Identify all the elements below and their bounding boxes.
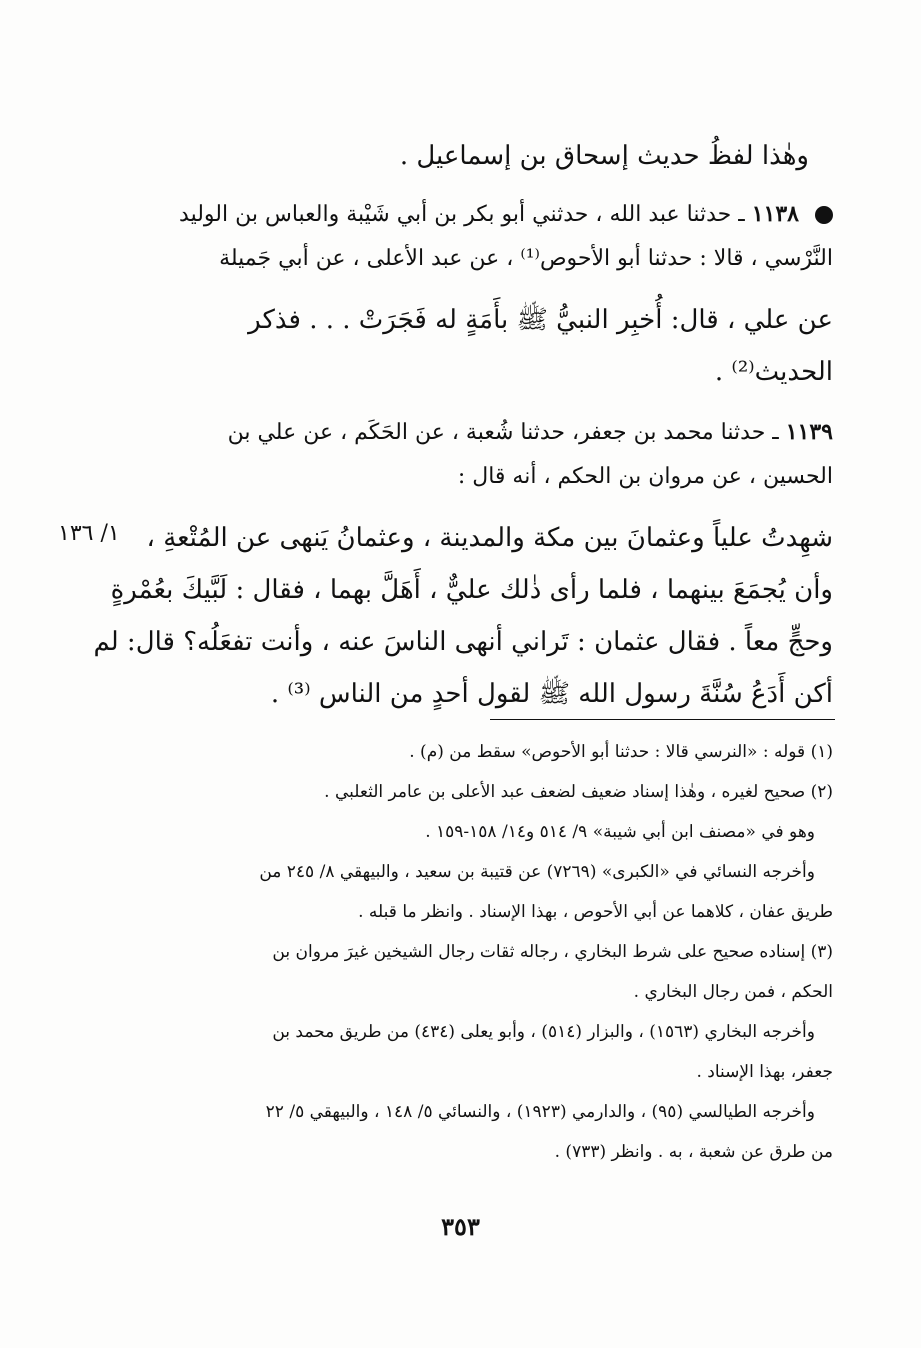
footnote-1: (١) قوله : «النرسي قالا : حدثنا أبو الأحوص» سقط من (م) . [409, 742, 833, 762]
margin-reference: ١/ ١٣٦ [58, 521, 120, 546]
hadith-number: ١١٣٨ [751, 201, 799, 227]
footnote-3-line-1: (٣) إسناده صحيح على شرط البخاري ، رجاله ثقات رجال الشيخين غيرَ مروان بن [272, 942, 833, 962]
hadith-1138-text [133, 294, 833, 398]
matn-line-2: وأن يُجمَعَ بينهما ، فلما رأى ذٰلك عليٌّ ، أَهَلَّ بهما ، فقال : لَبَّيكَ بعُمْرةٍ [110, 575, 833, 605]
intro-text: وهٰذا لفظُ حديث إسحاق بن إسماعيل . [399, 141, 809, 171]
matn-line-1: شهِدتُ علياً وعثمانَ بين مكة والمدينة ، وعثمانُ يَنهى عن المُتْعةِ ، [146, 523, 833, 553]
page-number: ٣٥٣ [441, 1212, 480, 1241]
hadith-1139-isnad [133, 410, 833, 499]
hadith-1138-isnad [133, 192, 833, 281]
intro-line [109, 130, 809, 182]
matn-line-1: عن علي ، قال: أُخبِر النبيُّ ﷺ بأَمَةٍ له فَجَرَتْ . . . فذكر [248, 305, 833, 335]
isnad-text: ـ حدثنا عبد الله ، حدثني أبو بكر بن أبي شَيْبة والعباس بن الوليد [179, 202, 745, 227]
footnote-3-line-3: وأخرجه البخاري (١٥٦٣) ، والبزار (٥١٤) ، وأبو يعلى (٤٣٤) من طريق محمد بن [272, 1022, 815, 1042]
hadith-number: ١١٣٩ [785, 419, 833, 445]
hadith-1139-text [93, 512, 833, 720]
matn-line-2: الحديث⁽²⁾ . [714, 357, 833, 387]
footnotes [133, 732, 833, 1172]
isnad-line-1 [133, 192, 833, 237]
footnote-separator [490, 719, 835, 720]
isnad-line-2: النَّرْسي ، قالا : حدثنا أبو الأحوص⁽¹⁾ ، عن عبد الأعلى ، عن أبي جَميلة [219, 246, 833, 271]
matn-line-3: وحجٍّ معاً . فقال عثمان : تَراني أنهى الناسَ عنه ، وأنت تفعَلُه؟ قال: لم [93, 627, 833, 657]
footnote-2-line-1: (٢) صحيح لغيره ، وهٰذا إسناد ضعيف لضعف عبد الأعلى بن عامر الثعلبي . [324, 782, 833, 802]
isnad-text: ـ حدثنا محمد بن جعفر، حدثنا شُعبة ، عن الحَكَم ، عن علي بن [227, 420, 779, 445]
bullet-icon [815, 206, 833, 224]
isnad-line-2: الحسين ، عن مروان بن الحكم ، أنه قال : [457, 464, 833, 489]
footnote-2-line-3: وأخرجه النسائي في «الكبرى» (٧٢٦٩) عن قتيبة بن سعيد ، والبيهقي ٨/ ٢٤٥ من [259, 862, 815, 882]
footnote-3-line-6: من طرق عن شعبة ، به . وانظر (٧٣٣) . [554, 1142, 833, 1162]
footnote-3-line-4: جعفر، بهذا الإسناد . [696, 1062, 833, 1082]
footnote-2-line-4: طريق عفان ، كلاهما عن أبي الأحوص ، بهذا الإسناد . وانظر ما قبله . [358, 902, 833, 922]
isnad-line-1 [133, 410, 833, 455]
footnote-3-line-5: وأخرجه الطيالسي (٩٥) ، والدارمي (١٩٢٣) ، والنسائي ٥/ ١٤٨ ، والبيهقي ٥/ ٢٢ [265, 1102, 815, 1122]
footnote-2-line-2: وهو في «مصنف ابن أبي شيبة» ٩/ ٥١٤ و١٤/ ١٥٨-١٥٩ . [425, 822, 815, 842]
footnote-3-line-2: الحكم ، فمن رجال البخاري . [633, 982, 833, 1002]
matn-line-4: أكن أَدَعُ سُنَّةَ رسول الله ﷺ لقول أحدٍ من الناس ⁽³⁾ . [270, 679, 833, 709]
